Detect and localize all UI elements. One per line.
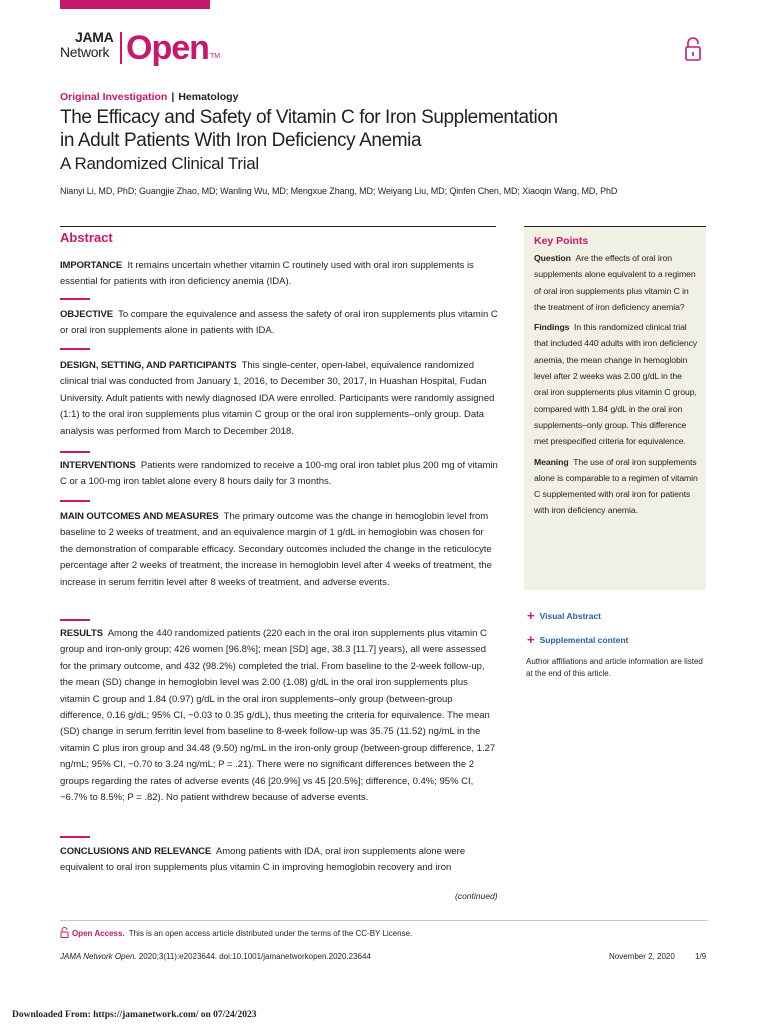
section-text: It remains uncertain whether vitamin C routinely used with oral iron supplements is essential for patients with iron deficiency anemia (IDA). [60, 260, 474, 288]
title-line-2: in Adult Patients With Iron Deficiency Anemia [60, 130, 422, 151]
abstract-design [60, 358, 498, 440]
abstract-top-rule [60, 226, 496, 227]
journal-name: JAMA Network Open. [60, 952, 137, 961]
key-point-meaning [534, 454, 698, 519]
supplemental-content-link[interactable] [527, 632, 628, 647]
plus-icon: + [527, 632, 535, 647]
logo-divider [120, 32, 122, 64]
visual-abstract-label: Visual Abstract [539, 611, 602, 621]
section-text: Among the 440 randomized patients (220 each in the oral iron supplements plus vitamin C group and iron-only group; 426 women [96.8%]; mean [SD] age, 38.3 [11.7] years), all were assessed for the primary outcome, and 432 (98.2%) completed the trial. From baseline to the 2-week follow-up, the mean (SD) change in hemoglobin level was 2.00 (1.08) g/dL in the oral iron supplements plus vitamin C group and 1.84 (0.97) g/dL in the oral iron supplements–only group (between-group difference, 0.16 g/dL; 95% CI, −0.03 to 0.35 g/dL), thus meeting the criteria for equivalence. The mean (SD) change in serum ferritin level from baseline to 8-week follow-up was 35.75 (11.52) ng/mL in the vitamin C plus iron group and 34.48 (9.50) ng/mL in the iron-only group (between-group difference, 1.27 ng/mL; 95% CI, −0.70 to 3.24 ng/mL; P = .21). There were no significant differences between the 2 groups regarding the rates of adverse events (46 [20.9%] vs 45 [20.5%]; difference, 0.4%; 95% CI, −6.7% to 8.5%; P = .82). No patient withdrew because of adverse events. [60, 628, 496, 804]
plus-icon: + [527, 608, 535, 623]
footer-rule [60, 920, 708, 921]
section-text: Among patients with IDA, oral iron supplements alone were equivalent to oral iron supplements plus vitamin C in improving hemoglobin recovery and iron [60, 846, 466, 874]
section-divider [60, 348, 90, 350]
key-point-label: Meaning [534, 456, 569, 467]
subcategory-label: Hematology [178, 91, 239, 103]
abstract-conclusions [60, 844, 498, 877]
download-stamp: Downloaded From: https://jamanetwork.com/ on 07/24/2023 [12, 1010, 257, 1020]
continued-note: (continued) [455, 891, 498, 901]
key-point-text: The use of oral iron supplements alone is comparable to a regimen of vitamin C supplemented with oral iron for patients with iron deficiency anemia. [534, 456, 698, 516]
abstract-heading: Abstract [60, 230, 113, 245]
abstract-importance [60, 258, 498, 291]
jama-network-open-logo[interactable] [60, 29, 240, 69]
key-points-box [524, 226, 706, 590]
section-divider [60, 619, 90, 621]
top-accent-bar [60, 0, 210, 9]
citation-line [60, 952, 371, 961]
category-separator: | [171, 91, 175, 103]
key-point-label: Findings [534, 322, 570, 333]
section-label: CONCLUSIONS AND RELEVANCE [60, 846, 212, 857]
section-label: INTERVENTIONS [60, 460, 136, 471]
article-title [60, 106, 580, 152]
logo-network-text: Network [60, 44, 110, 60]
visual-abstract-link[interactable] [527, 608, 601, 623]
section-divider [60, 500, 90, 502]
key-point-text: In this randomized clinical trial that included 440 adults with iron deficiency anemia, the mean change in hemoglobin level after 2 weeks was 2.00 g/dL in the oral iron supplements plus vitamin C group, compared with 1.84 g/dL in the oral iron supplements–only group. This difference met prespecified criteria for equivalence. [534, 322, 698, 447]
section-text: To compare the equivalence and assess the safety of oral iron supplements plus vitamin C or oral iron supplements alone in patients with IDA. [60, 309, 498, 337]
open-lock-icon [683, 36, 703, 62]
section-label: IMPORTANCE [60, 260, 123, 271]
title-line-1: The Efficacy and Safety of Vitamin C for Iron Supplementation [60, 107, 558, 128]
section-divider [60, 836, 90, 838]
publication-date: November 2, 2020 [609, 952, 675, 961]
abstract-objective [60, 307, 498, 340]
section-label: RESULTS [60, 628, 103, 639]
citation-details: 2020;3(11):e2023644. doi:10.1001/jamanetworkopen.2020.23644 [138, 952, 371, 961]
author-list: Nianyi Li, MD, PhD; Guangjie Zhao, MD; Wanling Wu, MD; Mengxue Zhang, MD; Weiyang Liu, MD; Qinfen Chen, MD; Xiaoqin Wang, MD, PhD [60, 186, 618, 196]
abstract-interventions [60, 458, 498, 491]
section-label: OBJECTIVE [60, 309, 113, 320]
abstract-results [60, 626, 498, 806]
article-subtitle: A Randomized Clinical Trial [60, 154, 259, 173]
section-text: The primary outcome was the change in hemoglobin level from baseline to 2 weeks of treatment, and an equivalence margin of 1 g/dL in hemoglobin was chosen for the demonstration of comparable efficacy. Secondary outcomes included the change in the reticulocyte percentage after 2 weeks of treatment, the increase in hemoglobin level after 4 weeks of treatment, the increase in serum ferritin level after 8 weeks of treatment, and adverse events. [60, 511, 492, 588]
affiliations-note: Author affiliations and article information are listed at the end of this article. [526, 657, 703, 679]
key-points-heading: Key Points [534, 235, 589, 247]
open-access-lock-icon [60, 927, 69, 940]
key-point-findings [534, 319, 698, 449]
category-label[interactable]: Original Investigation [60, 91, 168, 103]
open-access-label[interactable]: Open Access. [72, 929, 125, 938]
logo-jama-text: JAMA [75, 29, 114, 45]
abstract-outcomes [60, 509, 498, 591]
key-point-label: Question [534, 253, 571, 263]
open-access-text: This is an open access article distributed under the terms of the CC-BY License. [128, 929, 413, 938]
supplemental-content-label: Supplemental content [539, 635, 629, 645]
key-point-question [534, 250, 698, 315]
logo-open-text: Open [126, 29, 209, 67]
section-text: Patients were randomized to receive a 100-mg oral iron tablet plus 200 mg of vitamin C or a 100-mg iron tablet alone every 8 hours daily for 3 months. [60, 460, 498, 488]
section-divider [60, 298, 90, 300]
section-label: DESIGN, SETTING, AND PARTICIPANTS [60, 360, 237, 371]
section-text: This single-center, open-label, equivalence randomized clinical trial was conducted from January 1, 2016, to December 30, 2017, in Huashan Hospital, Fudan University. Adult patients with newly diagnosed IDA were enrolled. Participants were randomly assigned (1:1) to the oral iron supplements plus vitamin C group or the oral iron supplements–only group. Data analysis was performed from March to December 2018. [60, 360, 495, 437]
page-number: 1/9 [695, 952, 707, 961]
article-category [60, 91, 238, 103]
open-access-note [60, 927, 412, 940]
key-point-text: Are the effects of oral iron supplements alone equivalent to a regimen of oral iron supplements plus vitamin C in the treatment of iron deficiency anemia? [534, 253, 696, 312]
section-label: MAIN OUTCOMES AND MEASURES [60, 511, 219, 522]
section-divider [60, 451, 90, 453]
logo-tm-text: TM [210, 53, 221, 60]
